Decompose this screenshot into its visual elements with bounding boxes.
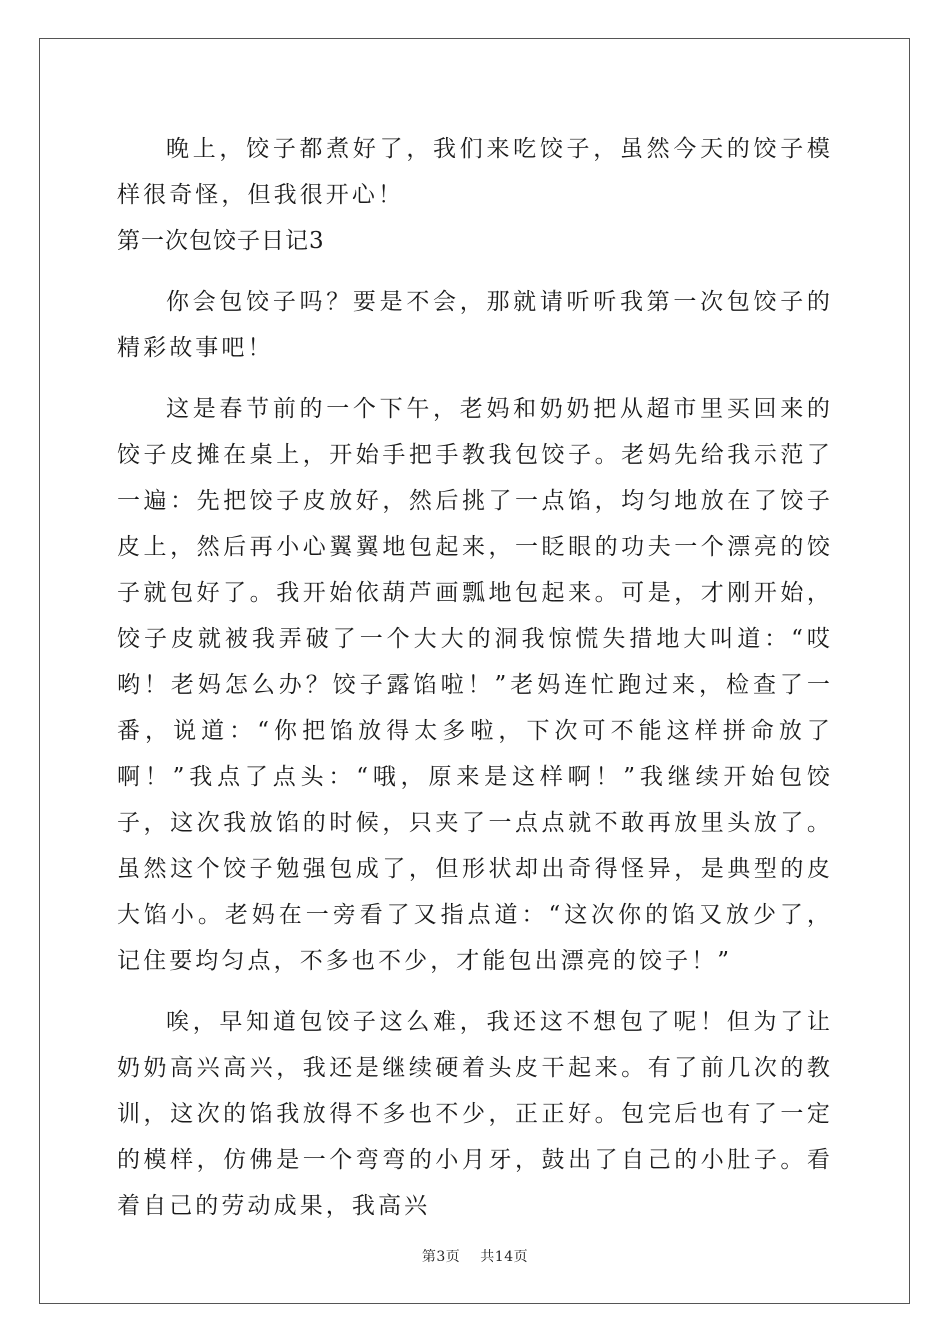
section-heading: 第一次包饺子日记3 — [117, 228, 325, 254]
paragraph-continue: 唉，早知道包饺子这么难，我还这不想包了呢！但为了让奶奶高兴高兴，我还是继续硬着头皮干起来。有了前几次的教训，这次的馅我放得不多也不少，正正好。包完后也有了一定的模样，仿佛是一个弯弯的小月牙，鼓出了自己的小肚子。看着自己的劳动成果，我高兴 — [117, 1009, 833, 1219]
paragraph-intro: 你会包饺子吗？要是不会，那就请听听我第一次包饺子的精彩故事吧！ — [117, 289, 833, 361]
page-footer — [0, 1246, 950, 1266]
paragraph-dinner: 晚上，饺子都煮好了，我们来吃饺子，虽然今天的饺子模样很奇怪，但我很开心！ — [117, 136, 833, 208]
page-total: 共14页 — [480, 1249, 529, 1265]
paragraph-story: 这是春节前的一个下午，老妈和奶奶把从超市里买回来的饺子皮摊在桌上，开始手把手教我包饺子。老妈先给我示范了一遍：先把饺子皮放好，然后挑了一点馅，均匀地放在了饺子皮上，然后再小心翼翼地包起来，一眨眼的功夫一个漂亮的饺子就包好了。我开始依葫芦画瓢地包起来。可是，才刚开始，饺子皮就被我弄破了一个大大的洞我惊慌失措地大叫道：“哎哟！老妈怎么办？饺子露馅啦！”老妈连忙跑过来，检查了一番，说道：“你把馅放得太多啦，下次可不能这样拼命放了啊！”我点了点头：“哦，原来是这样啊！”我继续开始包饺子，这次我放馅的时候，只夹了一点点就不敢再放里头放了。虽然这个饺子勉强包成了，但形状却出奇得怪异，是典型的皮大馅小。老妈在一旁看了又指点道：“这次你的馅又放少了，记住要均匀点，不多也不少，才能包出漂亮的饺子！” — [117, 396, 833, 974]
page-number: 第3页 — [421, 1249, 461, 1265]
document-body — [117, 126, 833, 1229]
